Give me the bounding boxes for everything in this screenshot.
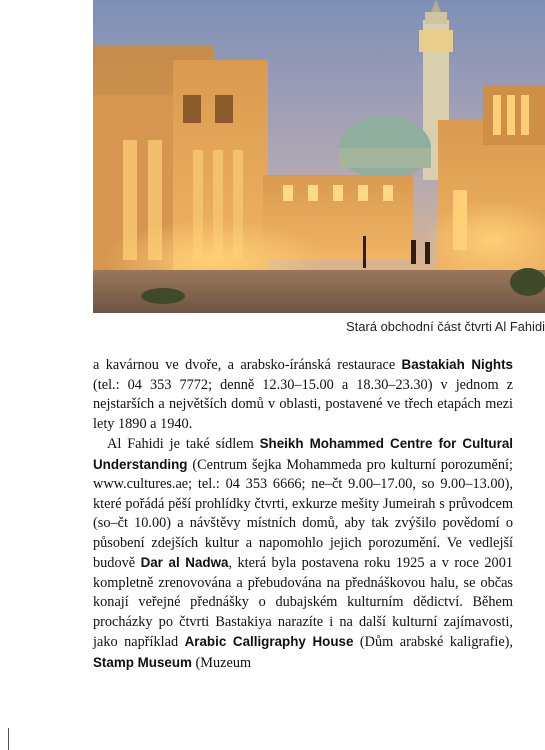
page-margin-mark — [8, 728, 9, 750]
place-arabic-calligraphy-house: Arabic Calligraphy House — [184, 634, 354, 649]
place-stamp-museum: Stamp Museum — [93, 654, 192, 670]
place-dar-al-nadwa: Dar al Nadwa — [140, 555, 229, 570]
photo-caption: Stará obchodní část čtvrti Al Fahidi — [346, 319, 545, 334]
al-fahidi-photo — [93, 0, 545, 313]
text-segment: (tel.: 04 353 7772; denně 12.30–15.00 a 18.30–23.30) v jednom z nejstarších a největších domů v oblasti, postavené ve třech etapách mezi lety 1890 a 1940. — [93, 376, 513, 432]
text-segment: (Muzeum — [191, 654, 252, 671]
paragraph-2 — [93, 434, 513, 673]
paragraph-1 — [93, 355, 513, 434]
text-segment: Al Fahidi je také sídlem — [107, 436, 260, 452]
place-sheikh-mohammed-centre: Sheikh Mohammed Centre for Cultural Understanding — [93, 436, 513, 472]
text-segment: , která byla postavena roku 1925 a v roce 2001 kompletně zrenovována a přebudována na přednáškovou halu, se občas konají veřejné přednášky o dubajském kulturním dědictví. Během procházky po čtvrti Bastakiya narazíte i na další kulturní zajímavosti, jako například — [93, 555, 513, 650]
place-bastakiah-nights: Bastakiah Nights — [401, 357, 513, 372]
body-text — [93, 355, 513, 673]
text-segment: a kavárnou ve dvoře, a arabsko-íránská restaurace — [93, 357, 402, 373]
text-segment: (Centrum šejka Mohammeda pro kulturní porozumění; www.cultures.ae; tel.: 04 353 6666; ne–čt 9.00–17.00, so 9.00–13.00), které pořádá pěší prohlídky čtvrti, exkurze mešity Jumeirah s průvodcem (so–čt 10.00) a návštěvy místních domů, aby tak zvýšilo povědomí o působení zdejších kultur a napomohlo jejich porozumění. Ve vedlejší budově — [93, 456, 513, 571]
text-segment: (Dům arabské kaligrafie), — [353, 634, 514, 650]
